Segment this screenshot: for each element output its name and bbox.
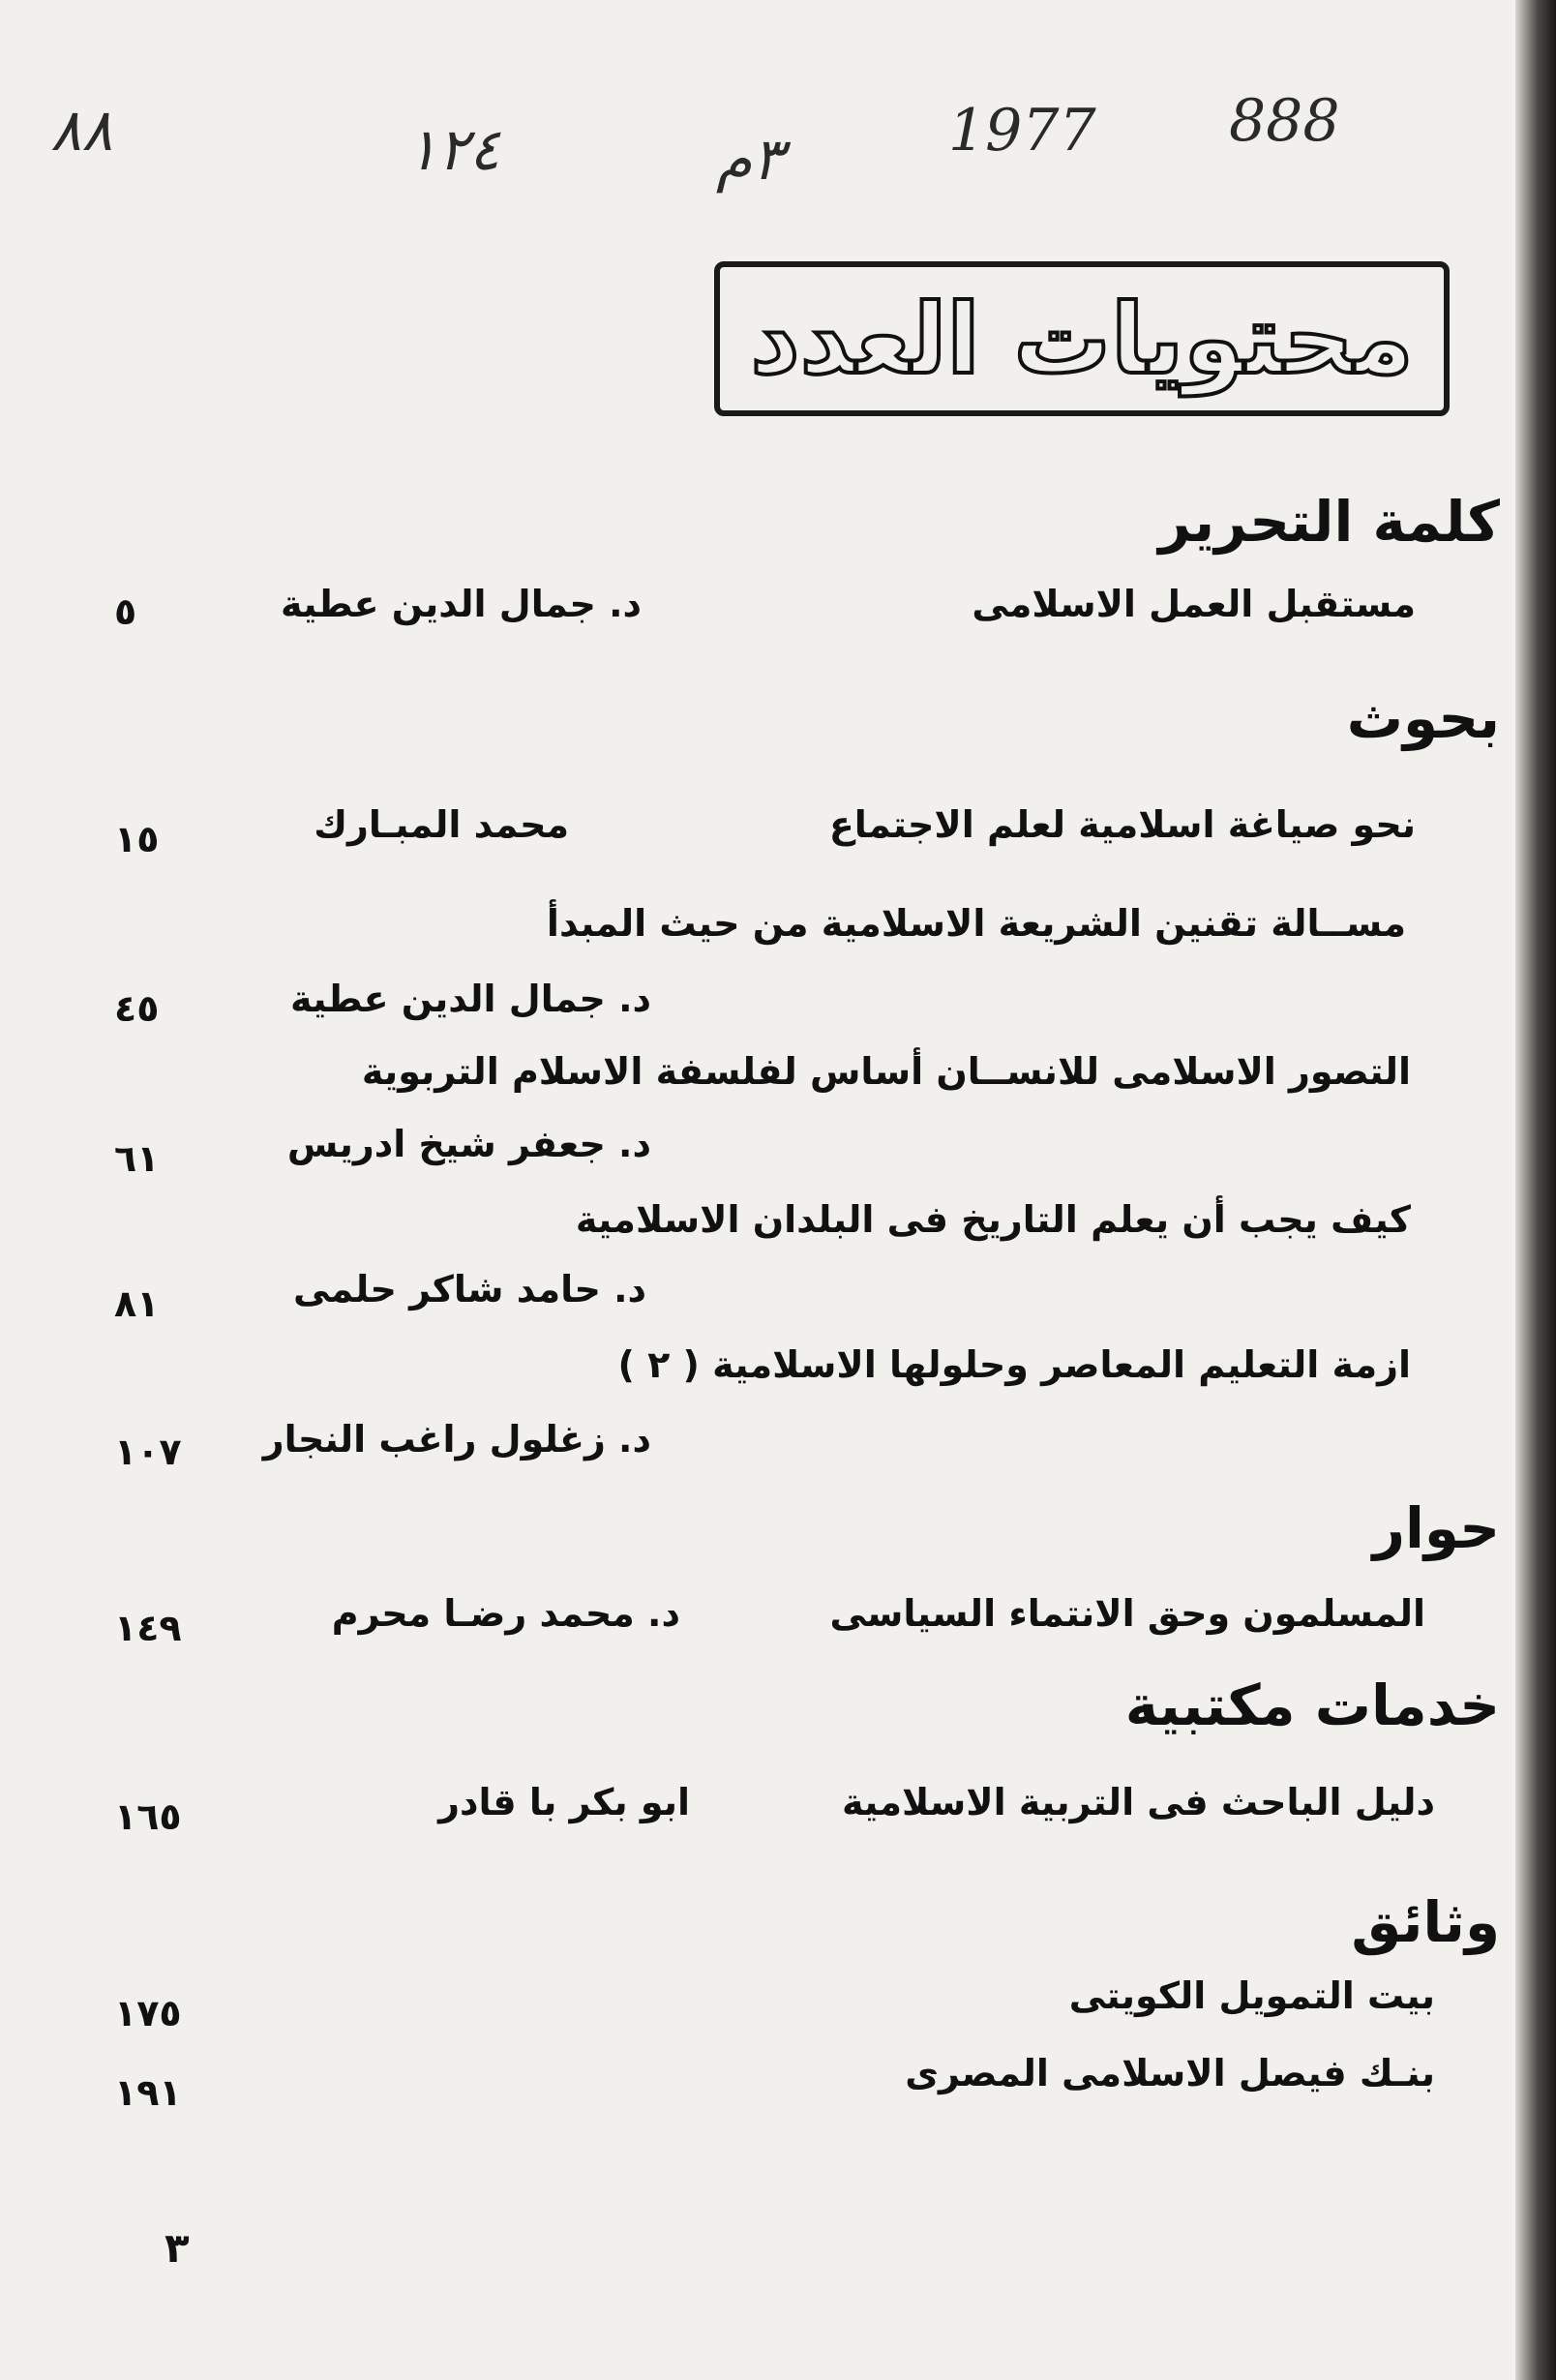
entry-title: بيت التمويل الكويتى — [1068, 1974, 1435, 2017]
entry-author: د. جعفر شيخ ادريس — [286, 1123, 651, 1165]
entry-page: ٨١ — [114, 1282, 160, 1325]
section-heading-editorial: كلمة التحرير — [1158, 489, 1500, 555]
section-heading-research: بحوث — [1346, 685, 1500, 751]
entry-title: المسلمون وحق الانتماء السياسى — [829, 1592, 1425, 1635]
entry-title: كيف يجب أن يعلم التاريخ فى البلدان الاسلامية — [575, 1198, 1411, 1241]
handwritten-number: 888 — [1229, 87, 1340, 155]
entry-title: مســالة تقنين الشريعة الاسلامية من حيث المبدأ — [546, 902, 1406, 945]
entry-title: دليل الباحث فى التربية الاسلامية — [841, 1781, 1435, 1823]
handwritten-code-3: ٣م — [716, 126, 784, 194]
handwritten-code-2: ١٢٤ — [406, 116, 500, 184]
entry-page: ٥ — [114, 590, 137, 633]
entry-page: ١٥ — [114, 818, 160, 860]
entry-author: د. حامد شاكر حلمى — [293, 1268, 646, 1311]
entry-title: بنـك فيصل الاسلامى المصرى — [905, 2052, 1435, 2094]
page-title: محتويات العدد — [714, 261, 1450, 416]
entry-author: د. جمال الدين عطية — [290, 978, 651, 1020]
section-heading-dialogue: حوار — [1372, 1495, 1500, 1561]
page-number: ٣ — [165, 2224, 190, 2272]
entry-page: ١٦٥ — [114, 1795, 182, 1838]
handwritten-code-1: ٨٨ — [50, 97, 113, 165]
entry-page: ١٧٥ — [114, 1992, 182, 2034]
entry-author: ابو بكر با قادر — [438, 1781, 690, 1823]
entry-title: نحو صياغة اسلامية لعلم الاجتماع — [828, 803, 1416, 846]
entry-page: ٤٥ — [114, 987, 160, 1030]
entry-author: د. محمد رضـا محرم — [331, 1592, 680, 1635]
entry-page: ١٠٧ — [114, 1431, 182, 1473]
section-heading-documents: وثائق — [1351, 1889, 1500, 1955]
entry-author: د. جمال الدين عطية — [281, 583, 642, 625]
handwritten-year: 1977 — [948, 97, 1096, 165]
entry-page: ٦١ — [114, 1137, 160, 1180]
entry-page: ١٩١ — [114, 2071, 182, 2114]
book-spine-edge — [1515, 0, 1556, 2380]
entry-page: ١٤٩ — [114, 1607, 182, 1649]
entry-title: مستقبل العمل الاسلامى — [972, 583, 1416, 625]
entry-title: ازمة التعليم المعاصر وحلولها الاسلامية ( ٢ ) — [617, 1343, 1411, 1386]
entry-title: التصور الاسلامى للانســان أساس لفلسفة الاسلام التربوية — [361, 1050, 1411, 1093]
section-heading-library: خدمات مكتبية — [1124, 1672, 1500, 1738]
entry-author: محمد المبـارك — [314, 803, 569, 846]
entry-author: د. زغلول راغب النجار — [262, 1418, 651, 1461]
